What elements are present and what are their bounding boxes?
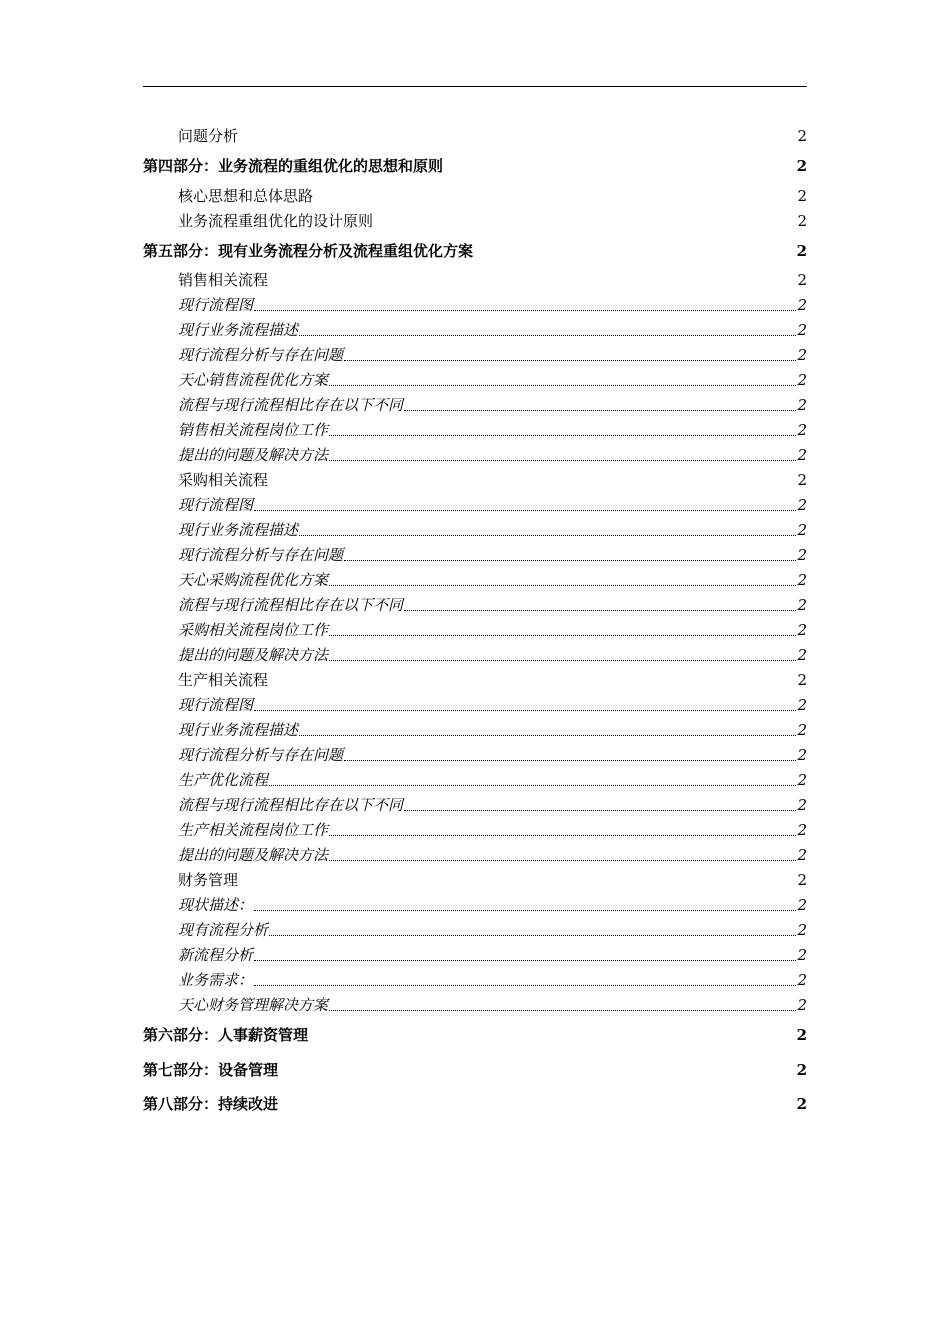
toc-page-number: 2 xyxy=(797,521,807,539)
toc-page-number: 2 xyxy=(797,346,807,364)
toc-leader xyxy=(329,635,796,636)
toc-page-number: 2 xyxy=(797,921,807,939)
toc-item-entry[interactable] xyxy=(143,418,807,443)
toc-leader xyxy=(404,810,796,811)
toc-page-number: 2 xyxy=(797,596,807,614)
toc-page-number: 2 xyxy=(797,796,807,814)
toc-page-number: 2 xyxy=(797,871,807,889)
toc-page-number: 2 xyxy=(797,371,807,389)
toc-entry-label: 第八部分：持续改进 xyxy=(143,1095,279,1113)
toc-page-number: 2 xyxy=(797,471,807,489)
toc-leader xyxy=(404,610,796,611)
toc-page-number: 2 xyxy=(797,721,807,739)
toc-leader xyxy=(254,910,796,911)
toc-item-entry[interactable] xyxy=(143,393,807,418)
toc-page-number: 2 xyxy=(797,296,807,314)
toc-entry-label: 现行流程分析与存在问题 xyxy=(178,546,344,564)
toc-subsection-entry[interactable] xyxy=(143,184,807,209)
toc-page-number: 2 xyxy=(796,157,807,175)
toc-page-number: 2 xyxy=(797,896,807,914)
toc-leader xyxy=(344,760,796,761)
toc-entry-label: 第六部分：人事薪资管理 xyxy=(143,1026,309,1044)
toc-entry-label: 流程与现行流程相比存在以下不同 xyxy=(178,396,404,414)
toc-leader xyxy=(269,935,796,936)
toc-entry-label: 生产优化流程 xyxy=(178,771,269,789)
toc-item-entry[interactable] xyxy=(143,893,807,918)
toc-entry-label: 第七部分：设备管理 xyxy=(143,1060,279,1079)
toc-item-entry[interactable] xyxy=(143,493,807,518)
toc-leader xyxy=(329,460,796,461)
toc-page-number: 2 xyxy=(797,696,807,714)
toc-entry-label: 采购相关流程 xyxy=(178,471,269,489)
toc-page-number: 2 xyxy=(797,771,807,789)
toc-leader xyxy=(329,1010,796,1011)
toc-item-entry[interactable] xyxy=(143,293,807,318)
toc-leader xyxy=(254,510,796,511)
toc-entry-label: 第五部分：现有业务流程分析及流程重组优化方案 xyxy=(143,241,474,260)
toc-leader xyxy=(329,435,796,436)
toc-page-number: 2 xyxy=(797,821,807,839)
toc-page-number: 2 xyxy=(797,496,807,514)
toc-entry-label: 销售相关流程 xyxy=(178,271,269,289)
toc-item-entry[interactable] xyxy=(143,743,807,768)
toc-page-number: 2 xyxy=(797,671,807,689)
toc-item-entry[interactable] xyxy=(143,918,807,943)
toc-leader xyxy=(344,560,796,561)
toc-leader xyxy=(254,960,796,961)
toc-subsection-entry[interactable] xyxy=(143,209,807,234)
toc-page-number: 2 xyxy=(797,971,807,989)
toc-page-number: 2 xyxy=(797,396,807,414)
toc-item-entry[interactable] xyxy=(143,693,807,718)
toc-leader xyxy=(329,385,796,386)
toc-page-number: 2 xyxy=(797,996,807,1014)
toc-entry-label: 天心销售流程优化方案 xyxy=(178,371,329,389)
toc-section-heading[interactable] xyxy=(143,234,807,269)
toc-entry-label: 天心采购流程优化方案 xyxy=(178,571,329,589)
toc-page-number: 2 xyxy=(796,241,807,260)
toc-page-number: 2 xyxy=(796,1095,807,1113)
toc-subsection-entry[interactable] xyxy=(143,124,807,149)
toc-item-entry[interactable] xyxy=(143,718,807,743)
toc-item-entry[interactable] xyxy=(143,518,807,543)
toc-entry-label: 提出的问题及解决方法 xyxy=(178,646,329,664)
toc-page-number: 2 xyxy=(797,211,807,230)
toc-item-entry[interactable] xyxy=(143,843,807,868)
toc-leader xyxy=(299,535,796,536)
toc-item-entry[interactable] xyxy=(143,818,807,843)
toc-entry-label: 现行流程分析与存在问题 xyxy=(178,746,344,764)
toc-subsection-entry[interactable] xyxy=(143,868,807,893)
toc-entry-label: 现行业务流程描述 xyxy=(178,321,299,339)
toc-page-number: 2 xyxy=(797,746,807,764)
toc-page-number: 2 xyxy=(797,946,807,964)
toc-entry-label: 现行业务流程描述 xyxy=(178,521,299,539)
toc-entry-label: 业务需求： xyxy=(178,971,254,989)
toc-leader xyxy=(269,785,796,786)
toc-leader xyxy=(329,585,796,586)
toc-page-number: 2 xyxy=(797,321,807,339)
toc-leader xyxy=(254,710,796,711)
toc-item-entry[interactable] xyxy=(143,568,807,593)
toc-leader xyxy=(254,985,796,986)
toc-entry-label: 销售相关流程岗位工作 xyxy=(178,421,329,439)
toc-page-number: 2 xyxy=(797,546,807,564)
toc-page-number: 2 xyxy=(796,1060,807,1079)
toc-entry-label: 现行流程图 xyxy=(178,696,254,714)
toc-page-number: 2 xyxy=(797,186,807,205)
toc-item-entry[interactable] xyxy=(143,793,807,818)
toc-entry-label: 第四部分：业务流程的重组优化的思想和原则 xyxy=(143,157,444,175)
toc-leader xyxy=(299,335,796,336)
toc-entry-label: 提出的问题及解决方法 xyxy=(178,446,329,464)
table-of-contents xyxy=(143,124,807,1122)
toc-entry-label: 新流程分析 xyxy=(178,946,254,964)
toc-page-number: 2 xyxy=(797,421,807,439)
toc-item-entry[interactable] xyxy=(143,543,807,568)
toc-leader xyxy=(329,835,796,836)
toc-entry-label: 核心思想和总体思路 xyxy=(178,186,314,205)
toc-item-entry[interactable] xyxy=(143,368,807,393)
toc-entry-label: 现有流程分析 xyxy=(178,921,269,939)
toc-entry-label: 天心财务管理解决方案 xyxy=(178,996,329,1014)
toc-item-entry[interactable] xyxy=(143,643,807,668)
toc-page-number: 2 xyxy=(797,446,807,464)
toc-entry-label: 现状描述： xyxy=(178,896,254,914)
toc-item-entry[interactable] xyxy=(143,343,807,368)
toc-page-number: 2 xyxy=(797,846,807,864)
toc-entry-label: 采购相关流程岗位工作 xyxy=(178,621,329,639)
toc-leader xyxy=(329,660,796,661)
toc-entry-label: 财务管理 xyxy=(178,871,239,889)
toc-entry-label: 流程与现行流程相比存在以下不同 xyxy=(178,596,404,614)
toc-leader xyxy=(299,735,796,736)
toc-page-number: 2 xyxy=(797,646,807,664)
toc-leader xyxy=(254,310,796,311)
toc-section-heading[interactable] xyxy=(143,1053,807,1088)
toc-entry-label: 生产相关流程岗位工作 xyxy=(178,821,329,839)
toc-leader xyxy=(404,410,796,411)
toc-entry-label: 生产相关流程 xyxy=(178,671,269,689)
toc-section-heading[interactable] xyxy=(143,1087,807,1122)
toc-page-number: 2 xyxy=(797,271,807,289)
toc-item-entry[interactable] xyxy=(143,443,807,468)
toc-item-entry[interactable] xyxy=(143,968,807,993)
toc-item-entry[interactable] xyxy=(143,618,807,643)
toc-entry-label: 流程与现行流程相比存在以下不同 xyxy=(178,796,404,814)
toc-entry-label: 现行流程分析与存在问题 xyxy=(178,346,344,364)
toc-subsection-entry[interactable] xyxy=(143,468,807,493)
toc-entry-label: 问题分析 xyxy=(178,127,239,145)
toc-entry-label: 现行业务流程描述 xyxy=(178,721,299,739)
toc-item-entry[interactable] xyxy=(143,593,807,618)
toc-section-heading[interactable] xyxy=(143,149,807,184)
toc-page-number: 2 xyxy=(796,1026,807,1044)
toc-entry-label: 现行流程图 xyxy=(178,496,254,514)
toc-item-entry[interactable] xyxy=(143,318,807,343)
toc-leader xyxy=(329,860,796,861)
toc-item-entry[interactable] xyxy=(143,768,807,793)
toc-subsection-entry[interactable] xyxy=(143,268,807,293)
toc-page-number: 2 xyxy=(797,621,807,639)
toc-subsection-entry[interactable] xyxy=(143,668,807,693)
toc-entry-label: 现行流程图 xyxy=(178,296,254,314)
toc-section-heading[interactable] xyxy=(143,1018,807,1053)
toc-entry-label: 业务流程重组优化的设计原则 xyxy=(178,211,374,230)
toc-item-entry[interactable] xyxy=(143,943,807,968)
toc-page-number: 2 xyxy=(797,127,807,145)
toc-leader xyxy=(344,360,796,361)
toc-entry-label: 提出的问题及解决方法 xyxy=(178,846,329,864)
header-rule xyxy=(143,86,807,87)
toc-page-number: 2 xyxy=(797,571,807,589)
toc-item-entry[interactable] xyxy=(143,993,807,1018)
